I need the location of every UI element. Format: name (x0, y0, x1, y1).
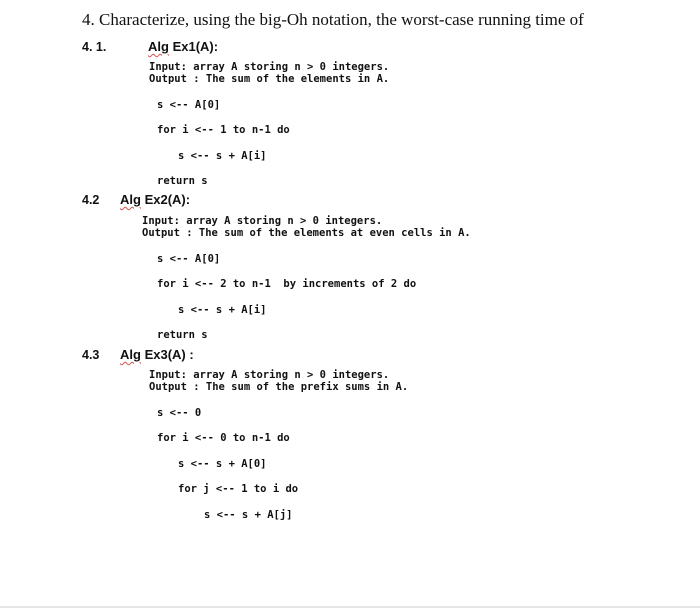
question-heading: 4. Characterize, using the big-Oh notation, the worst-case running time of (82, 10, 584, 29)
code-line: s <-- A[0] (157, 99, 221, 111)
section-number-4-2: 4.2 (82, 193, 100, 207)
code-line: s <-- s + A[i] (178, 150, 267, 162)
code-line: s <-- s + A[j] (204, 509, 293, 521)
code-line: s <-- 0 (157, 407, 202, 419)
algorithm-title-ex2 (120, 192, 190, 207)
code-line: return s (157, 329, 208, 341)
code-line: s <-- s + A[0] (178, 458, 267, 470)
input-line-ex2: Input: array A storing n > 0 integers. (142, 215, 383, 227)
section-number-4-3: 4.3 (82, 348, 100, 362)
algorithm-keyword: Alg (148, 39, 169, 54)
algorithm-keyword: Alg (120, 192, 141, 207)
algorithm-name: Ex1(A): (168, 39, 219, 54)
output-line-ex2: Output : The sum of the elements at even cells in A. (142, 227, 471, 239)
algorithm-title-ex3 (120, 347, 194, 362)
algorithm-keyword: Alg (120, 347, 141, 362)
section-number-4-1: 4. 1. (82, 40, 107, 54)
page-bottom-divider (0, 606, 700, 608)
code-line: return s (157, 175, 208, 187)
output-line-ex3: Output : The sum of the prefix sums in A. (149, 381, 409, 393)
code-line: for i <-- 0 to n-1 do (157, 432, 290, 444)
code-line: for i <-- 1 to n-1 do (157, 124, 290, 136)
code-line: s <-- s + A[i] (178, 304, 267, 316)
code-line: for i <-- 2 to n-1 by increments of 2 do (157, 278, 417, 290)
output-line-ex1: Output : The sum of the elements in A. (149, 73, 390, 85)
algorithm-name: Ex2(A): (140, 192, 191, 207)
algorithm-title-ex1 (148, 39, 218, 54)
code-line: s <-- A[0] (157, 253, 221, 265)
input-line-ex1: Input: array A storing n > 0 integers. (149, 61, 390, 73)
algorithm-name: Ex3(A) : (140, 347, 194, 362)
input-line-ex3: Input: array A storing n > 0 integers. (149, 369, 390, 381)
code-line: for j <-- 1 to i do (178, 483, 299, 495)
